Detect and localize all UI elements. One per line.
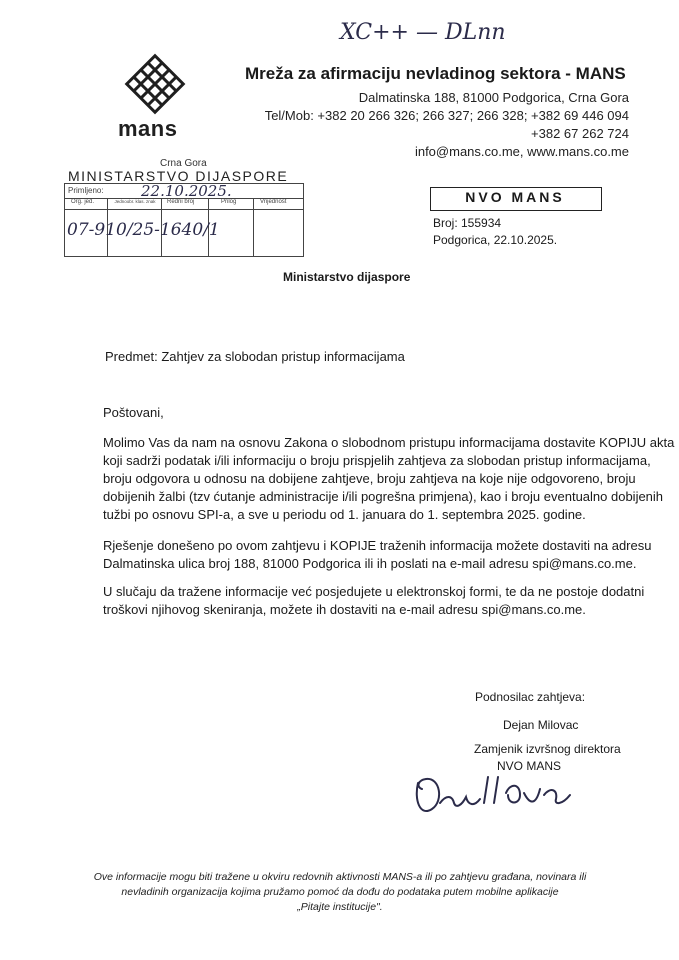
paragraph-1-line: tužbi po osnovu SPI-a, a sve u periodu od 1. januara do 1. septembra 2025. godine. [103,507,586,522]
stamp-received-label: Primljeno: [68,186,104,195]
recipient: Ministarstvo dijaspore [283,270,411,284]
stamp-col-value: Vrijednost [260,199,287,205]
paragraph-1-line: Molimo Vas da nam na osnovu Zakona o slobodnom pristupu informacijama dostavite KOPIJU akta [103,435,675,450]
handwritten-note: XC++ — DLnn [340,20,506,45]
paragraph-2-line: Rješenje donešeno po ovom zahtjevu i KOPIJE traženih informacija možete dostaviti na adresu [103,538,652,553]
paragraph-1-line: koji sadrži podatak i/ili informaciju o broju prispjelih zahtjeva za slobodan pristup informacijama, [103,453,651,468]
organization-phone-2: +382 67 262 724 [531,126,629,141]
stamp-col-class: Jednoobr. klas. znak [114,199,156,204]
signature-role: Zamjenik izvršnog direktora [474,742,621,756]
stamp-col-attachment: Prilog [221,199,237,205]
paragraph-2-line: Dalmatinska ulica broj 188, 81000 Podgorica ili ih poslati na e-mail adresu spi@mans.co.me. [103,556,637,571]
stamp-col-org: Org. jed. [71,199,95,205]
nvo-place-date: Podgorica, 22.10.2025. [433,233,558,247]
paragraph-3-line: troškovi njihovog skeniranja, možete ih dostaviti na e-mail adresu spi@mans.co.me. [103,602,586,617]
stamp-col-number: Redni broj [167,199,195,205]
logo-text: mans [118,116,178,141]
stamp-reference: 07-910/25-1640/1 [67,220,220,240]
stamp-country: Crna Gora [160,158,207,169]
nvo-title: NVO MANS [465,189,565,205]
paragraph-3-line: U slučaju da tražene informacije već posjedujete u elektronskoj formi, te da ne postoje dodatni [103,584,645,599]
greeting: Poštovani, [103,405,164,420]
mans-logo-icon [100,52,210,116]
organization-address: Dalmatinska 188, 81000 Podgorica, Crna Gora [358,90,629,105]
paragraph-1-line: dobijenih žalbi (tzv ćutanje administracije i/ili pogrešna primjena), kao i broju eventualno dobijenih [103,489,664,504]
paragraph-1-line: broju odgovora u odnosu na dobijene zahtjeve, broju zahtjeva na koje nije odgovoreno, broju [103,471,636,486]
received-stamp [64,183,304,257]
signature-name: Dejan Milovac [503,718,579,732]
handwritten-signature [410,765,585,825]
footer-line: „Pitajte institucije". [297,901,383,913]
footer-line: Ove informacije mogu biti tražene u okviru redovnih aktivnosti MANS-a ili po zahtjevu građana, novinara ili [93,871,587,883]
organization-name: Mreža za afirmaciju nevladinog sektora - MANS [245,64,626,83]
paragraph-1 [103,434,674,524]
subject: Predmet: Zahtjev za slobodan pristup informacijama [105,349,405,364]
organization-phone-1: Tel/Mob: +382 20 266 326; 266 327; 266 328; +382 69 446 094 [264,108,629,123]
organization-contact[interactable]: info@mans.co.me, www.mans.co.me [414,144,629,159]
nvo-number: Broj: 155934 [433,216,502,230]
stamp-received-date: 22.10.2025. [141,182,232,200]
paragraph-2 [103,537,651,573]
footer-line: nevladinih organizacija kojima pružamo pomoć da dođu do podataka putem mobilne aplikacije [121,886,559,898]
stamp-ministry: MINISTARSTVO DIJASPORE [68,168,289,184]
paragraph-3 [103,583,644,619]
signature-label: Podnosilac zahtjeva: [475,690,586,704]
signature-org: NVO MANS [497,759,562,773]
footer-note [60,870,620,915]
